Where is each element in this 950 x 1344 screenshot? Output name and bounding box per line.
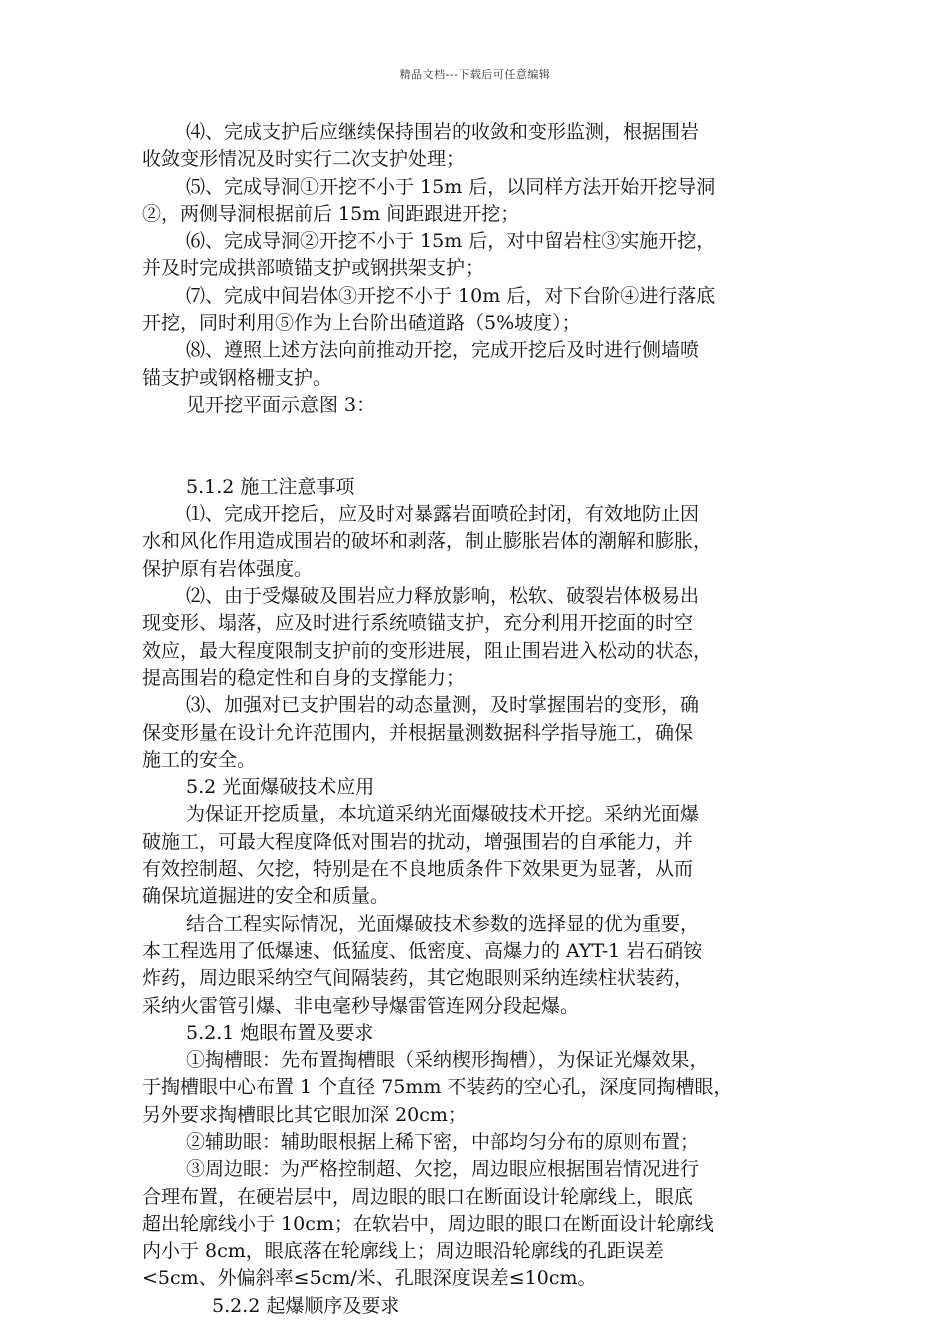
text-line: 见开挖平面示意图 3： [186,393,376,416]
text-line: 现变形、塌落，应及时进行系统喷锚支护，充分利用开挖面的时空 [142,612,694,635]
text-line: 合理布置，在硬岩层中，周边眼的眼口在断面设计轮廓线上，眼底 [142,1185,694,1208]
text-line: 锚支护或钢格栅支护。 [142,366,333,389]
text-line: ③周边眼：为严格控制超、欠挖，周边眼应根据围岩情况进行 [186,1158,700,1181]
text-line: 收敛变形情况及时实行二次支护处理； [142,148,466,171]
text-line: 内小于 8cm，眼底落在轮廓线上；周边眼沿轮廓线的孔距误差 [142,1240,664,1263]
text-line: 5.1.2 施工注意事项 [186,475,355,498]
text-line: 破施工，可最大程度降低对围岩的扰动，增强围岩的自承能力，并 [142,830,694,853]
text-line: <5cm、外偏斜率≤5cm/米、孔眼深度误差≤10cm。 [142,1267,597,1290]
text-line: 超出轮廓线小于 10cm；在软岩中，周边眼的眼口在断面设计轮廓线 [142,1212,714,1235]
text-line: ⑻、遵照上述方法向前推动开挖，完成开挖后及时进行侧墙喷 [186,339,700,362]
text-line: 并及时完成拱部喷锚支护或钢拱架支护； [142,257,485,280]
document-body [142,119,802,1320]
text-line: ②辅助眼：辅助眼根据上稀下密，中部均匀分布的原则布置； [186,1130,700,1153]
text-line: 效应，最大程度限制支护前的变形进展，阻止围岩进入松动的状态， [142,639,713,662]
text-line: 开挖，同时利用⑤作为上台阶出碴道路（5%坡度）； [142,312,581,335]
text-line: 保变形量在设计允许范围内，并根据量测数据科学指导施工，确保 [142,721,694,744]
text-line: 另外要求掏槽眼比其它眼加深 20cm； [142,1103,467,1126]
text-line: ⑶、加强对已支护围岩的动态量测，及时掌握围岩的变形，确 [186,694,700,717]
text-line: ⑴、完成开挖后，应及时对暴露岩面喷砼封闭，有效地防止因 [186,503,700,526]
text-line: 5.2.1 炮眼布置及要求 [186,1021,374,1044]
text-line: 炸药，周边眼采纳空气间隔装药，其它炮眼则采纳连续柱状装药， [142,967,694,990]
text-line: 于掏槽眼中心布置 1 个直径 75mm 不装药的空心孔，深度同掏槽眼， [142,1076,733,1099]
text-line: ②，两侧导洞根据前后 15m 间距跟进开挖； [142,202,520,225]
page-header: 精品文档---下载后可任意编辑 [399,68,551,81]
text-line: 有效控制超、欠挖，特别是在不良地质条件下效果更为显著，从而 [142,858,694,881]
text-line: ⑹、完成导洞②开挖不小于 15m 后，对中留岩柱③实施开挖， [186,230,716,253]
text-line: ⑺、完成中间岩体③开挖不小于 10m 后，对下台阶④进行落底 [186,284,716,307]
text-line: 确保坑道掘进的安全和质量。 [142,885,390,908]
text-line: ⑵、由于受爆破及围岩应力释放影响，松软、破裂岩体极易出 [186,585,700,608]
blank-space [142,419,802,474]
text-line: ⑷、完成支护后应继续保持围岩的收敛和变形监测，根据围岩 [186,121,700,143]
text-line: 本工程选用了低爆速、低猛度、低密度、高爆力的 AYT-1 岩石硝铵 [142,939,703,962]
text-line: 为保证开挖质量，本坑道采纳光面爆破技术开挖。采纳光面爆 [186,803,700,826]
text-line: 保护原有岩体强度。 [142,557,314,580]
text-line: 5.2.2 起爆顺序及要求 [212,1294,400,1317]
text-line: 水和风化作用造成围岩的破坏和剥落，制止膨胀岩体的潮解和膨胀， [142,530,713,553]
text-line: 采纳火雷管引爆、非电毫秒导爆雷管连网分段起爆。 [142,994,580,1017]
text-line: 5.2 光面爆破技术应用 [186,776,375,799]
text-line: 施工的安全。 [142,748,257,771]
text-line: 提高围岩的稳定性和自身的支撑能力； [142,666,466,689]
text-line: ⑸、完成导洞①开挖不小于 15m 后，以同样方法开始开挖导洞 [186,175,716,198]
text-line: 结合工程实际情况，光面爆破技术参数的选择显的优为重要， [186,912,700,935]
text-line: ①掏槽眼：先布置掏槽眼（采纳楔形掏槽），为保证光爆效果， [186,1049,709,1072]
